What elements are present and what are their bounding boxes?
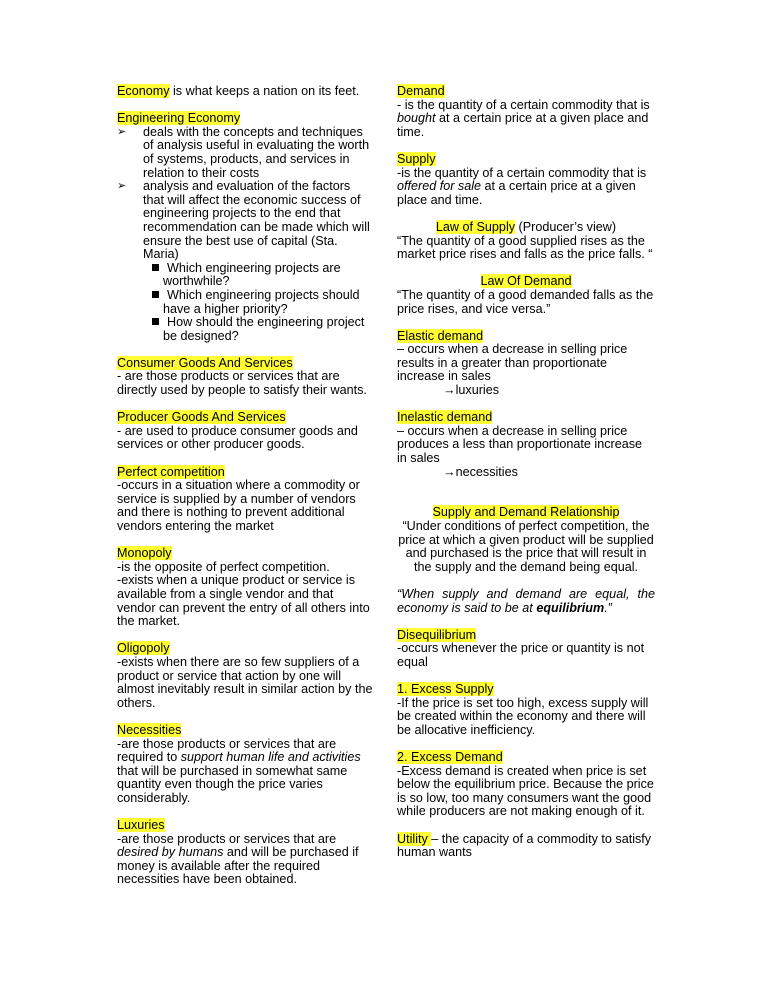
equilibrium-statement — [397, 588, 655, 615]
producer-goods-definition: - are used to produce consumer goods and services or other producer goods. — [117, 423, 358, 452]
term-economy: Economy — [117, 84, 170, 98]
luxuries-text-b: and will be purchased if money is available after the required necessities have been obtained. — [117, 845, 359, 887]
term-supply — [397, 153, 655, 167]
law-of-supply-label: Law of Supply — [435, 219, 516, 234]
bullet-text: analysis and evaluation of the factors that will affect the economic success of engineering projects to the end that recommendation can be made which will ensure the best use of capital (Sta. Maria) — [143, 179, 370, 262]
consumer-goods-definition: - are those products or services that are directly used by people to satisfy their wants. — [117, 369, 367, 398]
term-engineering-economy — [117, 112, 373, 126]
term-excess-supply — [397, 683, 655, 697]
demand-label: Demand — [397, 84, 445, 98]
excess-demand-label: 2. Excess Demand — [397, 750, 503, 765]
inelastic-demand-definition: – occurs when a decrease in selling price produces a less than proportionate increase in sales — [397, 423, 643, 466]
law-of-supply-note: (Producer’s view) — [515, 219, 617, 234]
sub-bullet-text: Which engineering projects are worthwhile? — [163, 260, 341, 289]
elastic-demand-example: →luxuries — [443, 383, 499, 398]
law-of-supply-quote: “The quantity of a good supplied rises as the market price rises and falls as the price falls. “ — [397, 233, 653, 262]
elastic-demand-definition: – occurs when a decrease in selling price results in a greater than proportionate increase in sales — [397, 342, 628, 384]
utility-label: Utility — [397, 831, 432, 846]
monopoly-definition-1: -is the opposite of perfect competition. — [117, 559, 330, 574]
square-bullet-icon — [152, 291, 159, 298]
engineering-economy-label: Engineering Economy — [117, 111, 241, 126]
demand-definition — [397, 99, 655, 140]
necessities-definition — [117, 738, 373, 806]
term-demand — [397, 85, 655, 99]
perfect-competition-label: Perfect competition — [117, 464, 225, 479]
demand-emphasis: bought — [397, 111, 436, 126]
inelastic-demand-example: →necessities — [443, 464, 518, 479]
economy-paragraph — [117, 85, 373, 99]
luxuries-definition — [117, 833, 373, 887]
law-of-demand-label: Law Of Demand — [480, 274, 572, 289]
producer-goods-label: Producer Goods And Services — [117, 410, 286, 425]
utility-definition: – the capacity of a commodity to satisfy human wants — [397, 831, 652, 860]
term-oligopoly — [117, 642, 373, 656]
economy-text: is what keeps a nation on its feet. — [169, 84, 360, 98]
term-disequilibrium — [397, 629, 655, 643]
equilibrium-term: equilibrium — [536, 600, 605, 615]
arrowhead-bullet-icon: ➢ — [117, 180, 127, 193]
term-inelastic-demand — [397, 411, 655, 425]
demand-text-b: at a certain price at a given place and time. — [397, 111, 649, 139]
consumer-goods-label: Consumer Goods And Services — [117, 355, 293, 370]
square-bullet-icon — [152, 264, 159, 271]
term-consumer-goods — [117, 357, 373, 371]
sub-bullet-text: How should the engineering project be designed? — [163, 315, 365, 343]
arrowhead-bullet-icon: ➢ — [117, 125, 127, 138]
supply-demand-relationship-label: Supply and Demand Relationship — [432, 505, 620, 520]
square-bullet-icon — [152, 318, 159, 325]
term-law-of-supply — [397, 221, 655, 235]
oligopoly-definition: -exists when there are so few suppliers of a product or service that action by one will almost inevitably result in similar action by the others. — [117, 654, 373, 710]
excess-supply-label: 1. Excess Supply — [397, 682, 494, 697]
right-column — [397, 85, 655, 860]
supply-demand-relationship-quote: “Under conditions of perfect competition, the price at which a given product will be supplied and purchased is the price that will result in the supply and the demand being equal. — [398, 519, 654, 574]
perfect-competition-definition: -occurs in a situation where a commodity or service is supplied by a number of vendors and there is nothing to prevent additional vendors entering the market — [117, 478, 360, 533]
sub-bullet-item — [117, 316, 373, 343]
term-law-of-demand — [397, 275, 655, 289]
term-supply-demand-relationship — [397, 506, 655, 520]
luxuries-emphasis: desired by humans — [117, 845, 224, 860]
left-column — [117, 85, 373, 887]
necessities-text-b: that will be purchased in somewhat same quantity even though the price varies considerably. — [117, 763, 348, 805]
bullet-item — [117, 180, 373, 262]
necessities-emphasis: support human life and activities — [180, 750, 361, 765]
law-of-demand-quote: “The quantity of a good demanded falls as the price rises, and vice versa.” — [397, 287, 654, 316]
supply-label: Supply — [397, 151, 436, 166]
bullet-item — [117, 126, 373, 180]
term-monopoly — [117, 547, 373, 561]
luxuries-text-a: -are those products or services that are — [117, 831, 337, 846]
supply-text-a: -is the quantity of a certain commodity that is — [397, 165, 647, 180]
term-producer-goods — [117, 411, 373, 425]
term-perfect-competition — [117, 466, 373, 480]
inelastic-demand-label: Inelastic demand — [397, 410, 493, 425]
oligopoly-label: Oligopoly — [117, 641, 170, 656]
utility-paragraph — [397, 833, 655, 860]
disequilibrium-definition: -occurs whenever the price or quantity is not equal — [397, 641, 645, 669]
excess-supply-definition: -If the price is set too high, excess supply will be created within the economy and there will be allocative inefficiency. — [397, 695, 649, 737]
sub-bullet-item — [117, 262, 373, 289]
monopoly-definition-2: -exists when a unique product or service is available from a single vendor and that vendor can prevent the entry of all others into the market. — [117, 573, 370, 629]
equilibrium-text-c: .” — [604, 600, 612, 615]
supply-definition — [397, 167, 655, 208]
term-luxuries — [117, 819, 373, 833]
supply-emphasis: offered for sale — [397, 179, 482, 194]
disequilibrium-label: Disequilibrium — [397, 627, 477, 642]
term-necessities — [117, 724, 373, 738]
monopoly-label: Monopoly — [117, 546, 172, 561]
bullet-text: deals with the concepts and techniques of analysis useful in evaluating the worth of systems, products, and services in relation to their costs — [143, 124, 370, 180]
demand-text-a: - is the quantity of a certain commodity that is — [397, 97, 650, 112]
excess-demand-definition: -Excess demand is created when price is set below the equilibrium price. Because the price is so low, too many consumers want the good while producers are not making enough of it. — [397, 763, 654, 819]
luxuries-label: Luxuries — [117, 818, 165, 833]
sub-bullet-item — [117, 289, 373, 316]
necessities-label: Necessities — [117, 722, 182, 737]
supply-text-b: at a certain price at a given place and time. — [397, 179, 636, 207]
sub-bullet-text: Which engineering projects should have a higher priority? — [163, 287, 360, 316]
equilibrium-text-a: “When supply and demand are equal, the economy is said to be at — [397, 586, 655, 615]
necessities-text-a: -are those products or services that are required to — [117, 736, 337, 765]
elastic-demand-label: Elastic demand — [397, 328, 484, 343]
term-excess-demand — [397, 751, 655, 765]
term-elastic-demand — [397, 330, 655, 344]
